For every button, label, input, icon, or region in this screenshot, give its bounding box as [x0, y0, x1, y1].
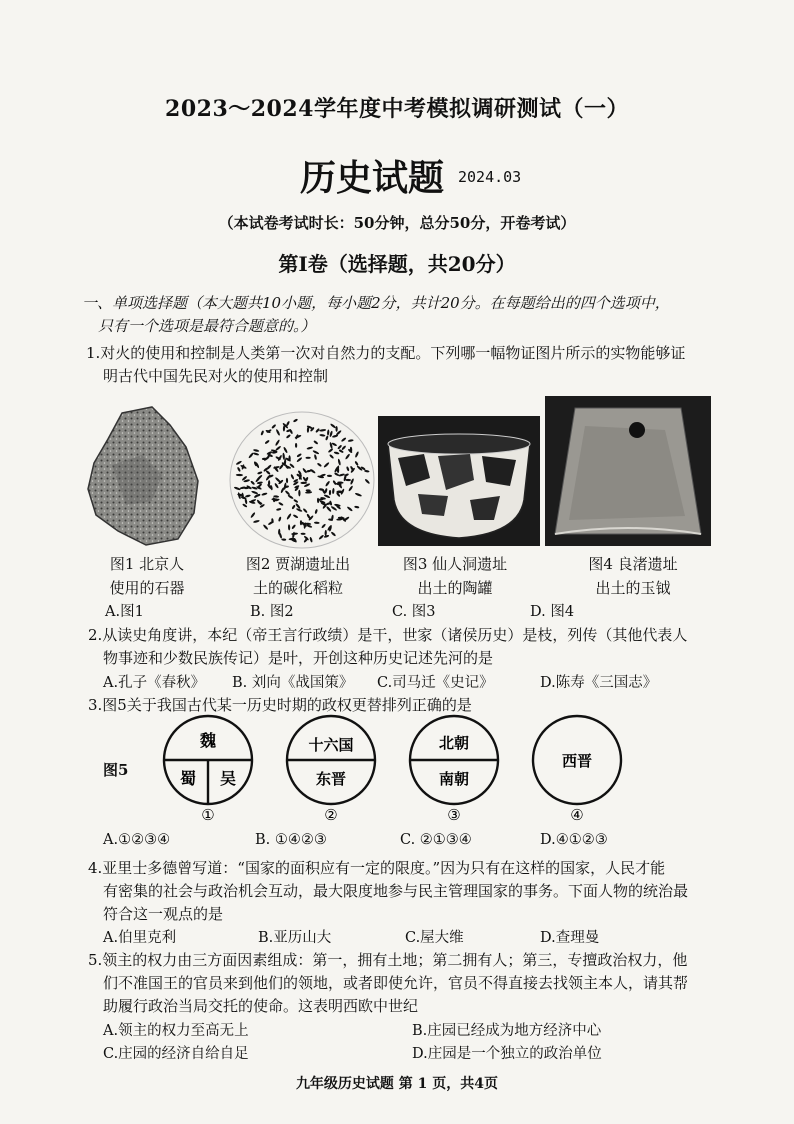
- q2-stem-line2: 物事迹和少数民族传记）是叶，开创这种历史记述先河的是: [103, 649, 494, 667]
- q4-stem-line1: 4.亚里士多德曾写道：“国家的面积应有一定的限度。”因为只有在这样的国家，人民才能: [88, 859, 666, 877]
- q1-option-d: D. 图4: [530, 604, 575, 620]
- figure3-caption-line2: 出土的陶罐: [417, 579, 493, 597]
- figure4-caption-line2: 出土的玉钺: [595, 579, 671, 597]
- q5-option-c: C.庄园的经济自给自足: [103, 1046, 249, 1062]
- circle-1-bottom-right-label: 吴: [219, 769, 237, 788]
- figure1-caption: [92, 552, 202, 600]
- q2-option-b: B. 刘向《战国策》: [232, 675, 354, 691]
- q5-option-a: A.领主的权力至高无上: [103, 1023, 249, 1039]
- circle-2-sixteen-kingdoms-eastern-jin: [287, 716, 375, 824]
- q1-option-c: C. 图3: [392, 604, 436, 620]
- q2-option-a: A.孔子《春秋》: [103, 675, 206, 691]
- figure4-caption-line1: 图4 良渚遗址: [588, 555, 678, 573]
- q2-option-d: D.陈寿《三国志》: [540, 675, 658, 691]
- circle-4-center-label: 西晋: [561, 752, 593, 770]
- q3-option-d: D.④①②③: [540, 832, 608, 848]
- figure4-jade-axe: [545, 396, 711, 546]
- section-title: 第Ⅰ卷（选择题，共20分）: [278, 252, 516, 276]
- figure5-label: 图5: [103, 761, 129, 779]
- exam-note: （本试卷考试时长：50分钟，总分50分，开卷考试）: [218, 214, 576, 232]
- q1-option-a: A.图1: [105, 604, 144, 620]
- circle-3-bottom-label: 南朝: [438, 770, 470, 788]
- subject-title: 历史试题: [300, 157, 445, 199]
- q4-option-a: A.伯里克利: [103, 930, 177, 946]
- figure3-caption-line1: 图3 仙人洞遗址: [402, 555, 508, 573]
- instructions-line2: 只有一个选项是最符合题意的。）: [98, 317, 316, 335]
- q3-option-b: B. ①④②③: [255, 832, 327, 848]
- figure2-caption-line2: 土的碳化稻粒: [252, 579, 343, 597]
- q4-stem-line3: 符合这一观点的是: [103, 905, 224, 923]
- q3-stem: 3.图5关于我国古代某一历史时期的政权更替排列正确的是: [88, 696, 472, 714]
- q5-option-b: B.庄园已经成为地方经济中心: [412, 1023, 602, 1039]
- q5-stem-line3: 助履行政治当局交托的使命。这表明西欧中世纪: [103, 997, 419, 1015]
- q5-stem-line2: 们不准国王的官员来到他们的领地，或者即使允许，官员不得直接去找领主本人，请其帮: [103, 974, 689, 992]
- exam-date: 2024.03: [458, 168, 522, 186]
- circle-3-northern-southern-dynasties: [410, 716, 498, 824]
- q4-option-b: B.亚历山大: [258, 930, 332, 946]
- circle-1-top-label: 魏: [199, 731, 217, 750]
- q4-stem-line2: 有密集的社会与政治机会互动，最大限度地参与民主管理国家的事务。下面人物的统治最: [103, 882, 689, 900]
- circle-1-bottom-left-label: 蜀: [179, 769, 197, 788]
- q1-stem-line2: 明古代中国先民对火的使用和控制: [103, 367, 329, 385]
- instructions-line1: 一、单项选择题（本大题共10小题，每小题2分，共计20分。在每题给出的四个选项中，: [82, 294, 670, 312]
- figure1-caption-line2: 使用的石器: [109, 579, 185, 597]
- circle-3-top-label: 北朝: [438, 734, 470, 752]
- figure2-caption-line1: 图2 贾湖遗址出: [245, 555, 351, 573]
- circle-4-western-jin: [533, 716, 621, 824]
- figure4-caption: [568, 552, 698, 600]
- circle-2-bottom-label: 东晋: [315, 770, 347, 788]
- circle-1-wei-shu-wu: [164, 716, 252, 824]
- exam-title: 2023～2024学年度中考模拟调研测试（一）: [165, 96, 629, 122]
- q3-option-c: C. ②①③④: [400, 832, 472, 848]
- circle-4-number: ④: [570, 806, 584, 824]
- figure3-pottery-jar: [378, 416, 540, 546]
- figure1-caption-line1: 图1 北京人: [109, 555, 185, 573]
- circle-2-top-label: 十六国: [308, 736, 354, 754]
- q2-stem-line1: 2.从读史角度讲，本纪（帝王言行政绩）是干，世家（诸侯历史）是枝，列传（其他代表人: [88, 626, 688, 644]
- page-footer: 九年级历史试题 第 1 页，共4页: [295, 1076, 499, 1092]
- q1-stem-line1: 1.对火的使用和控制是人类第一次对自然力的支配。下列哪一幅物证图片所示的实物能够证: [86, 344, 686, 362]
- q3-option-a: A.①②③④: [103, 832, 171, 848]
- figure2-rice-grains: [226, 410, 378, 550]
- q4-option-d: D.查理曼: [540, 930, 600, 946]
- q1-option-b: B. 图2: [250, 604, 294, 620]
- q2-option-c: C.司马迁《史记》: [377, 675, 494, 691]
- q5-stem-line1: 5.领主的权力由三方面因素组成：第一，拥有土地；第二拥有人；第三，专擅政治权力，他: [88, 951, 688, 969]
- figure3-caption: [390, 552, 520, 600]
- circle-3-number: ③: [447, 806, 461, 824]
- q4-option-c: C.屋大维: [405, 930, 464, 946]
- q5-option-d: D.庄园是一个独立的政治单位: [412, 1046, 602, 1062]
- circle-2-number: ②: [324, 806, 338, 824]
- figure1-stone-tool: [82, 405, 202, 547]
- figure2-caption: [233, 552, 363, 600]
- circle-1-number: ①: [201, 806, 215, 824]
- figure5-diagram: [155, 712, 635, 824]
